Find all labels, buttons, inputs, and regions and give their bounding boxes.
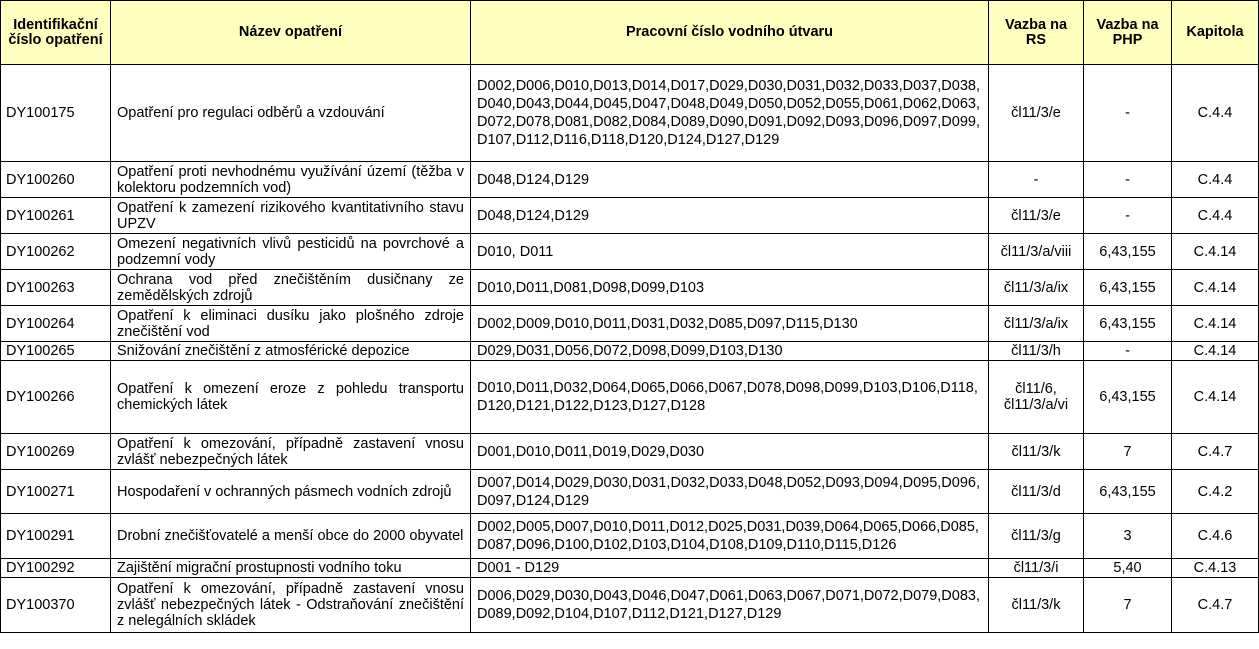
cell-codes: D006,​D029,​D030,​D043,​D046,​D047,​D061,​D063,​D067,​D071,​D072,​D079,​D083,​D089,​D092,​D104,​D107,​D112,​D121,​D127,​D129	[471, 578, 989, 633]
cell-name: Ochrana vod před znečištěním dusičnany ze zemědělských zdrojů	[111, 270, 471, 306]
cell-php: 7	[1084, 434, 1172, 470]
cell-name: Opatření k omezování, případně zastavení vnosu zvlášť nebezpečných látek	[111, 434, 471, 470]
cell-chapter: C.4.14	[1172, 306, 1259, 342]
cell-chapter: C.4.4	[1172, 162, 1259, 198]
table-row	[1, 65, 1259, 162]
cell-id: DY100264	[1, 306, 111, 342]
table-row	[1, 306, 1259, 342]
cell-codes: D010,​D011,​D032,​D064,​D065,​D066,​D067,​D078,​D098,​D099,​D103,​D106,​D118,​D120,​D121,​D122,​D123,​D127,​D128	[471, 361, 989, 434]
cell-id: DY100292	[1, 559, 111, 578]
table-row	[1, 470, 1259, 514]
cell-rs: čl11/3/d	[989, 470, 1084, 514]
table-row	[1, 559, 1259, 578]
table-row	[1, 514, 1259, 559]
cell-id: DY100263	[1, 270, 111, 306]
cell-chapter: C.4.7	[1172, 434, 1259, 470]
header-row	[1, 1, 1259, 65]
cell-codes: D002,​D006,​D010,​D013,​D014,​D017,​D029,​D030,​D031,​D032,​D033,​D037,​D038,​D040,​D043,​D044,​D045,​D047,​D048,​D049,​D050,​D052,​D055,​D061,​D062,​D063,​D072,​D078,​D081,​D082,​D084,​D089,​D090,​D091,​D092,​D093,​D096,​D097,​D099,​D107,​D112,​D116,​D118,​D120,​D124,​D127,​D129	[471, 65, 989, 162]
cell-name: Snižování znečištění z atmosférické depozice	[111, 342, 471, 361]
header-codes: Pracovní číslo vodního útvaru	[471, 1, 989, 65]
cell-chapter: C.4.7	[1172, 578, 1259, 633]
cell-rs: -	[989, 162, 1084, 198]
cell-codes: D048,​D124,​D129	[471, 198, 989, 234]
cell-codes: D029,​D031,​D056,​D072,​D098,​D099,​D103,​D130	[471, 342, 989, 361]
cell-name: Opatření proti nevhodnému využívání území (těžba v kolektoru podzemních vod)	[111, 162, 471, 198]
cell-rs: čl11/3/a/ix	[989, 270, 1084, 306]
cell-chapter: C.4.6	[1172, 514, 1259, 559]
header-chapter: Kapitola	[1172, 1, 1259, 65]
cell-chapter: C.4.14	[1172, 361, 1259, 434]
cell-php: -	[1084, 162, 1172, 198]
cell-php: 6,43,155	[1084, 361, 1172, 434]
cell-codes: D001,​D010,​D011,​D019,​D029,​D030	[471, 434, 989, 470]
cell-id: DY100260	[1, 162, 111, 198]
cell-rs: čl11/3/e	[989, 65, 1084, 162]
cell-php: 6,43,155	[1084, 306, 1172, 342]
cell-id: DY100370	[1, 578, 111, 633]
cell-rs: čl11/3/g	[989, 514, 1084, 559]
cell-rs: čl11/3/i	[989, 559, 1084, 578]
cell-php: 5,40	[1084, 559, 1172, 578]
cell-codes: D007,​D014,​D029,​D030,​D031,​D032,​D033,​D048,​D052,​D093,​D094,​D095,​D096,​D097,​D124,​D129	[471, 470, 989, 514]
table-row	[1, 198, 1259, 234]
cell-php: 3	[1084, 514, 1172, 559]
header-rs: Vazba na RS	[989, 1, 1084, 65]
cell-php: -	[1084, 198, 1172, 234]
cell-rs: čl11/6, čl11/3/a/vi	[989, 361, 1084, 434]
table-row	[1, 578, 1259, 633]
cell-chapter: C.4.14	[1172, 234, 1259, 270]
cell-codes: D002,​D009,​D010,​D011,​D031,​D032,​D085,​D097,​D115,​D130	[471, 306, 989, 342]
cell-id: DY100261	[1, 198, 111, 234]
cell-name: Zajištění migrační prostupnosti vodního toku	[111, 559, 471, 578]
cell-chapter: C.4.14	[1172, 270, 1259, 306]
cell-codes: D001 - D129	[471, 559, 989, 578]
cell-codes: D048,​D124,​D129	[471, 162, 989, 198]
cell-chapter: C.4.13	[1172, 559, 1259, 578]
cell-codes: D010,​D011,​D081,​D098,​D099,​D103	[471, 270, 989, 306]
cell-name: Opatření k omezení eroze z pohledu transportu chemických látek	[111, 361, 471, 434]
cell-php: 6,43,155	[1084, 270, 1172, 306]
cell-php: 6,43,155	[1084, 234, 1172, 270]
cell-id: DY100266	[1, 361, 111, 434]
table-row	[1, 270, 1259, 306]
table-row	[1, 234, 1259, 270]
cell-name: Hospodaření v ochranných pásmech vodních zdrojů	[111, 470, 471, 514]
cell-rs: čl11/3/a/ix	[989, 306, 1084, 342]
cell-codes: D010, D011	[471, 234, 989, 270]
header-php: Vazba na PHP	[1084, 1, 1172, 65]
cell-id: DY100291	[1, 514, 111, 559]
cell-rs: čl11/3/a/viii	[989, 234, 1084, 270]
cell-id: DY100265	[1, 342, 111, 361]
table-row	[1, 361, 1259, 434]
cell-php: 7	[1084, 578, 1172, 633]
cell-id: DY100175	[1, 65, 111, 162]
cell-name: Drobní znečišťovatelé a menší obce do 2000 obyvatel	[111, 514, 471, 559]
cell-chapter: C.4.4	[1172, 198, 1259, 234]
header-id: Identifikační číslo opatření	[1, 1, 111, 65]
cell-chapter: C.4.2	[1172, 470, 1259, 514]
cell-rs: čl11/3/k	[989, 578, 1084, 633]
cell-php: -	[1084, 65, 1172, 162]
cell-name: Opatření k omezování, případně zastavení vnosu zvlášť nebezpečných látek - Odstraňování znečištění z nelegálních skládek	[111, 578, 471, 633]
cell-chapter: C.4.14	[1172, 342, 1259, 361]
cell-name: Omezení negativních vlivů pesticidů na povrchové a podzemní vody	[111, 234, 471, 270]
table-row	[1, 342, 1259, 361]
cell-name: Opatření k zamezení rizikového kvantitativního stavu UPZV	[111, 198, 471, 234]
cell-id: DY100262	[1, 234, 111, 270]
cell-id: DY100269	[1, 434, 111, 470]
cell-chapter: C.4.4	[1172, 65, 1259, 162]
cell-rs: čl11/3/e	[989, 198, 1084, 234]
cell-name: Opatření pro regulaci odběrů a vzdouvání	[111, 65, 471, 162]
header-name: Název opatření	[111, 1, 471, 65]
table-row	[1, 162, 1259, 198]
cell-codes: D002,​D005,​D007,​D010,​D011,​D012,​D025,​D031,​D039,​D064,​D065,​D066,​D085,​D087,​D096,​D100,​D102,​D103,​D104,​D108,​D109,​D110,​D115,​D126	[471, 514, 989, 559]
cell-rs: čl11/3/k	[989, 434, 1084, 470]
cell-id: DY100271	[1, 470, 111, 514]
cell-php: 6,43,155	[1084, 470, 1172, 514]
cell-name: Opatření k eliminaci dusíku jako plošného zdroje znečištění vod	[111, 306, 471, 342]
cell-rs: čl11/3/h	[989, 342, 1084, 361]
table-row	[1, 434, 1259, 470]
cell-php: -	[1084, 342, 1172, 361]
